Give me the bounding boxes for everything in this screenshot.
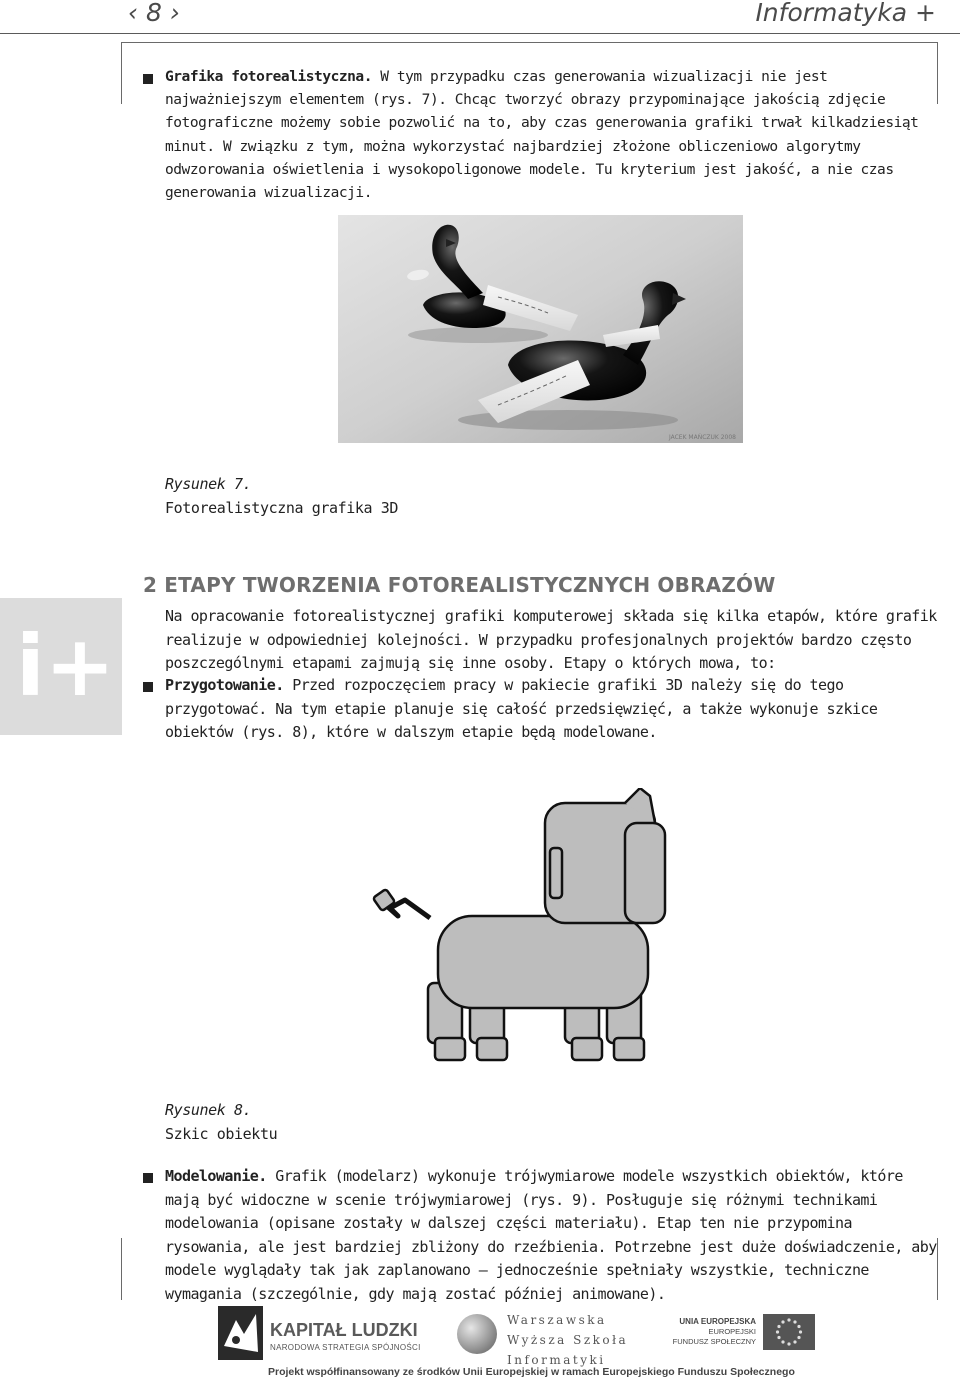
list-item-lead: Modelowanie. xyxy=(165,1167,267,1185)
intro-item-lead: Grafika fotorealistyczna. xyxy=(165,69,372,85)
kapital-ludzki-logo-icon xyxy=(218,1306,263,1360)
list-item-modeling xyxy=(165,1165,940,1306)
side-badge-label: i+ xyxy=(16,617,116,715)
section-heading: 2 ETAPY TWORZENIA FOTOREALISTYCZNYCH OBRAZÓW xyxy=(143,573,776,597)
frame-left-bottom xyxy=(121,1238,122,1300)
figure8-sketch xyxy=(350,788,680,1083)
wwsi-line1: Warszawska xyxy=(507,1313,607,1327)
eu-line3: FUNDUSZ SPOŁECZNY xyxy=(672,1337,756,1346)
list-item-preparation xyxy=(165,674,940,745)
list-item-lead: Przygotowanie. xyxy=(165,676,284,694)
figure8-label: Rysunek 8. xyxy=(165,1101,252,1119)
section-intro: Na opracowanie fotorealistycznej grafiki komputerowej składa się kilka etapów, które grafik realizuje w odpowiedniej kolejności. W przypadku profesjonalnych projektów bardzo często poszczególnymi etapami zajmują się inne osoby. Etapy o których mowa, to: xyxy=(165,607,937,672)
intro-item xyxy=(165,66,937,205)
list-item-text: Grafik (modelarz) wykonuje trójwymiarowe modele wszystkich obiektów, które mają być widoczne w scenie trójwymiarowej (rys. 9). Posługuje się różnymi technikami modelowania (opisane zostały w dalszej części materiału). Etap ten nie przypomina rysowania, ale jest bardziej zbliżony do rzeźbienia. Potrzebne jest duże doświadczenie, aby modele wyglądały tak jak zaplanowano – jednocześnie spełniały wszystkie, techniczne wymagania (szczególnie, gdy mają zostać później animowane). xyxy=(165,1167,937,1303)
footer-logos xyxy=(200,1298,820,1381)
kapital-ludzki-subtitle: NARODOWA STRATEGIA SPÓJNOŚCI xyxy=(270,1343,421,1352)
eu-flag-icon xyxy=(763,1314,815,1350)
wwsi-line3: Informatyki xyxy=(507,1353,606,1367)
figure7-caption-text: Fotorealistyczna grafika 3D xyxy=(165,499,399,517)
page-number: ‹ 8 › xyxy=(128,0,180,27)
header-title: Informatyka + xyxy=(755,0,936,27)
eu-text xyxy=(670,1317,756,1347)
kapital-ludzki-title: KAPITAŁ LUDZKI xyxy=(270,1320,418,1340)
bullet-icon xyxy=(143,682,153,692)
wwsi-line2: Wyższa Szkoła xyxy=(507,1333,629,1347)
wwsi-globe-icon xyxy=(455,1312,499,1356)
figure8-caption-text: Szkic obiektu xyxy=(165,1125,278,1143)
side-badge xyxy=(0,598,122,735)
header-rule xyxy=(0,33,960,34)
bullet-icon xyxy=(143,1173,153,1183)
frame-right-top xyxy=(937,42,938,104)
frame-top-rule xyxy=(121,42,938,43)
figure7-label: Rysunek 7. xyxy=(165,475,252,493)
bullet-icon xyxy=(143,74,153,84)
intro-item-text: W tym przypadku czas generowania wizualizacji nie jest najważniejszym elementem (rys. 7). Chcąc tworzyć obrazy przypominające jakością zdjęcie fotograficzne możemy sobie pozwolić na to, aby czas generowania grafiki trwał kilkadziesiąt minut. W związku z tym, można wykorzystać najbardziej złożone obliczeniowo algorytmy odwzorowania oświetlenia i wysokopoligonowe modele. Tu kryterium jest jakość, a nie czas generowania wizualizacji. xyxy=(165,69,919,202)
frame-left-top xyxy=(121,42,122,104)
figure7-photo xyxy=(338,215,743,443)
list-item-text: Przed rozpoczęciem pracy w pakiecie grafiki 3D należy się do tego przygotować. Na tym etapie planuje się całość przedsięwzięć, a także wykonuje szkice obiektów (rys. 8), które w dalszym etapie będą modelowane. xyxy=(165,676,878,741)
eu-line1: UNIA EUROPEJSKA xyxy=(679,1317,756,1326)
figure8-caption xyxy=(165,1098,277,1146)
figure7-photo-credit: JACEK MAŃCZUK 2008 xyxy=(668,434,736,441)
figure7-caption xyxy=(165,472,398,520)
funding-note: Projekt współfinansowany ze środków Unii Europejskiej w ramach Europejskiego Funduszu Społecznego xyxy=(268,1366,795,1378)
eu-line2: EUROPEJSKI xyxy=(708,1327,756,1336)
wwsi-name xyxy=(507,1310,628,1370)
